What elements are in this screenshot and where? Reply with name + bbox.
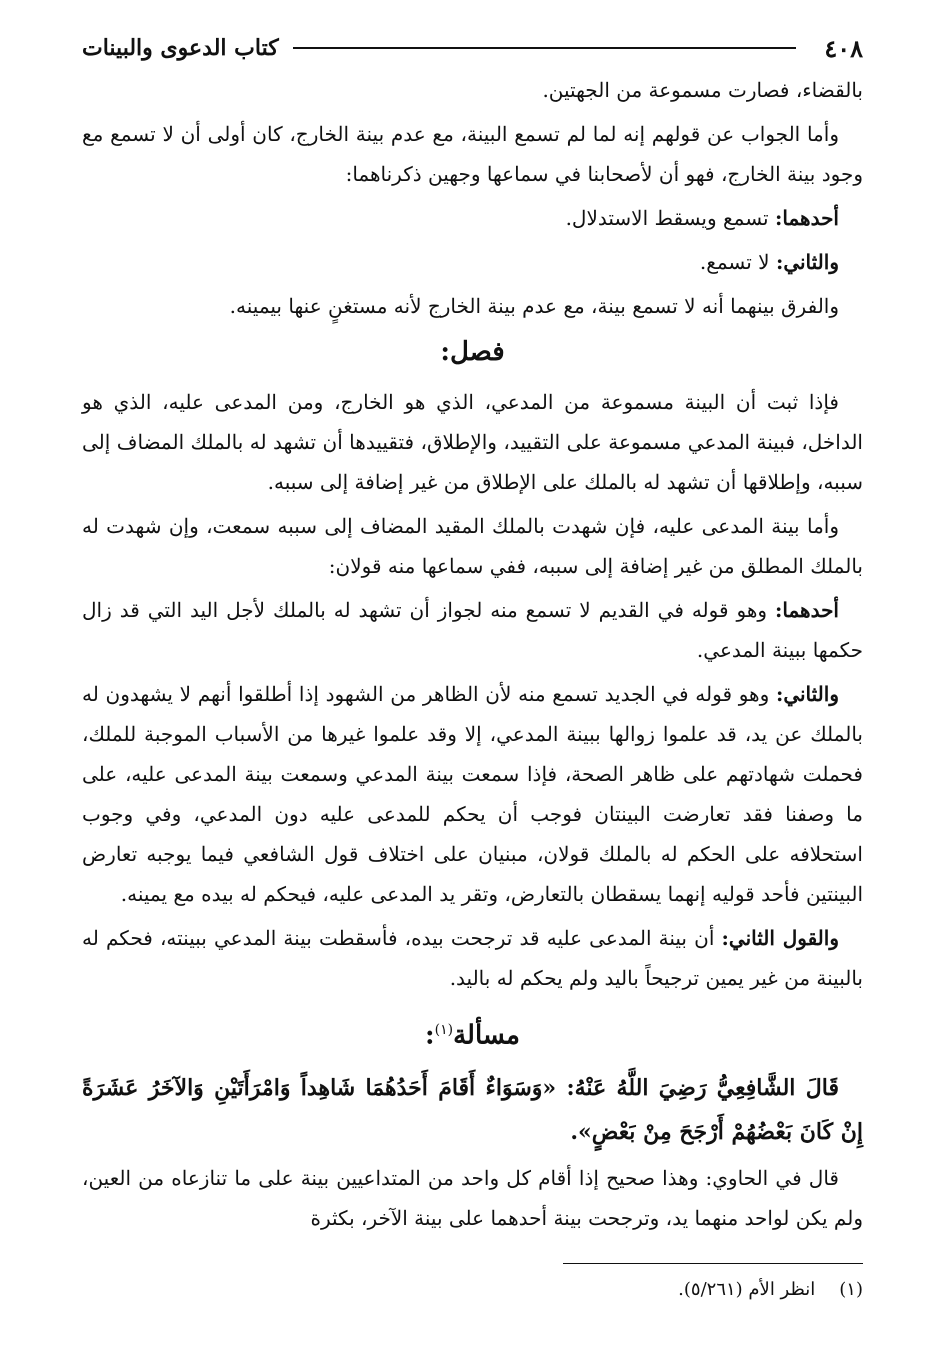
paragraph-text: وهو قوله في الجديد تسمع منه لأن الظاهر من الشهود إذا أطلقوا أنهم لا يشهدون له بالملك عن يد، قد علموا زوالها ببينة المدعي، إلا وقد علموا غيرها من الأسباب الموجبة للملك، فحملت شهادتهم على ظاهر الصحة، فإذا سمعت بينة المدعي وسمعت بينة المدعى عليه، على ما وصفنا فقد تعارضت البينتان فوجب أن يحكم للمدعى عليه دون المدعي، وفي وجوب استحلافه على الحكم له بالملك قولان، مبنيان على اختلاف قول الشافعي فيما يوجبه تعارض البينتين فأحد قوليه إنهما يسقطان بالتعارض، وتقر يد المدعى عليه، فيحكم له بيده مع يمينه.	[82, 682, 863, 906]
paragraph-text: وهو قوله في القديم لا تسمع منه لجواز أن تشهد له بالملك لأجل اليد التي قد زال حكمها ببينة المدعي.	[82, 598, 863, 662]
term-label: والثاني:	[775, 682, 839, 706]
paragraph: وأما الجواب عن قولهم إنه لما لم تسمع البينة، مع عدم بينة الخارج، كان أولى أن لا تسمع مع وجود بينة الخارج، فهو أن لأصحابنا في سماعها وجهين ذكرناهما:	[82, 122, 863, 186]
masala-heading	[82, 1008, 863, 1058]
paragraph-text: أن بينة المدعى عليه قد ترجحت بيده، فأسقطت بينة المدعي ببينته، فحكم له بالبينة من غير يمين ترجيحاً باليد ولم يحكم له باليد.	[82, 926, 863, 990]
paragraph	[82, 674, 863, 914]
term-label: أحدهما:	[774, 598, 839, 622]
term-label: والثاني:	[775, 250, 839, 274]
paragraph: والفرق بينهما أنه لا تسمع بينة، مع عدم بينة الخارج لأنه مستغنٍ عنها بيمينه.	[229, 294, 839, 318]
paragraph-text: لا تسمع.	[699, 250, 776, 274]
term-label: والقول الثاني:	[721, 926, 839, 950]
page-header	[82, 30, 863, 66]
paragraph: فإذا ثبت أن البينة مسموعة من المدعي، الذي هو الخارج، ومن المدعى عليه، الذي هو الداخل، فبينة المدعي مسموعة على التقييد، والإطلاق، فتقييدها أن تشهد له بالملك المضاف إلى سببه، وإطلاقها أن تشهد له بالملك على الإطلاق من غير إضافة إلى سببه.	[82, 390, 863, 494]
masala-colon: :	[425, 1020, 435, 1051]
header-rule	[293, 47, 797, 49]
paragraph: وأما بينة المدعى عليه، فإن شهدت بالملك المقيد المضاف إلى سببه سمعت، وإن شهدت له بالملك المطلق من غير إضافة إلى سببه، ففي سماعها منه قولان:	[82, 514, 863, 578]
paragraph-text: تسمع ويسقط الاستدلال.	[565, 206, 775, 230]
paragraph	[82, 198, 863, 238]
masala-title: مسألة	[453, 1020, 520, 1051]
section-heading: فصل:	[440, 337, 505, 367]
paragraph: بالقضاء، فصارت مسموعة من الجهتين.	[542, 78, 863, 102]
paragraph	[82, 242, 863, 282]
term-label: أحدهما:	[774, 206, 839, 230]
page-number: ٤٠٨	[824, 33, 863, 63]
footnote	[82, 1276, 863, 1304]
shafii-quote: قَالَ الشَّافِعِيُّ رَضِيَ اللَّهُ عَنْهُ: «وَسَوَاءٌ أَقَامَ أَحَدُهُمَا شَاهِداً وَامْرَأَتَيْنِ وَالآخَرُ عَشَرَةً إِنْ كَانَ بَعْضُهُمْ أَرْجَحَ مِنْ بَعْضٍ».	[82, 1074, 863, 1145]
paragraph: قال في الحاوي: وهذا صحيح إذا أقام كل واحد من المتداعيين بينة على ما تنازعاه من العين، ولم يكن لواحد منهما يد، وترجحت بينة أحدهما على بينة الآخر، بكثرة	[82, 1165, 863, 1230]
paragraph	[82, 590, 863, 670]
book-title: كتاب الدعوى والبينات	[82, 35, 279, 61]
footnote-text: انظر الأم (٥/٢٦١).	[678, 1279, 816, 1300]
footnote-number: (١)	[839, 1279, 863, 1300]
footnote-divider	[563, 1263, 863, 1264]
paragraph	[82, 918, 863, 998]
page-body	[82, 70, 863, 1242]
footnote-marker: (١)	[434, 1022, 454, 1038]
